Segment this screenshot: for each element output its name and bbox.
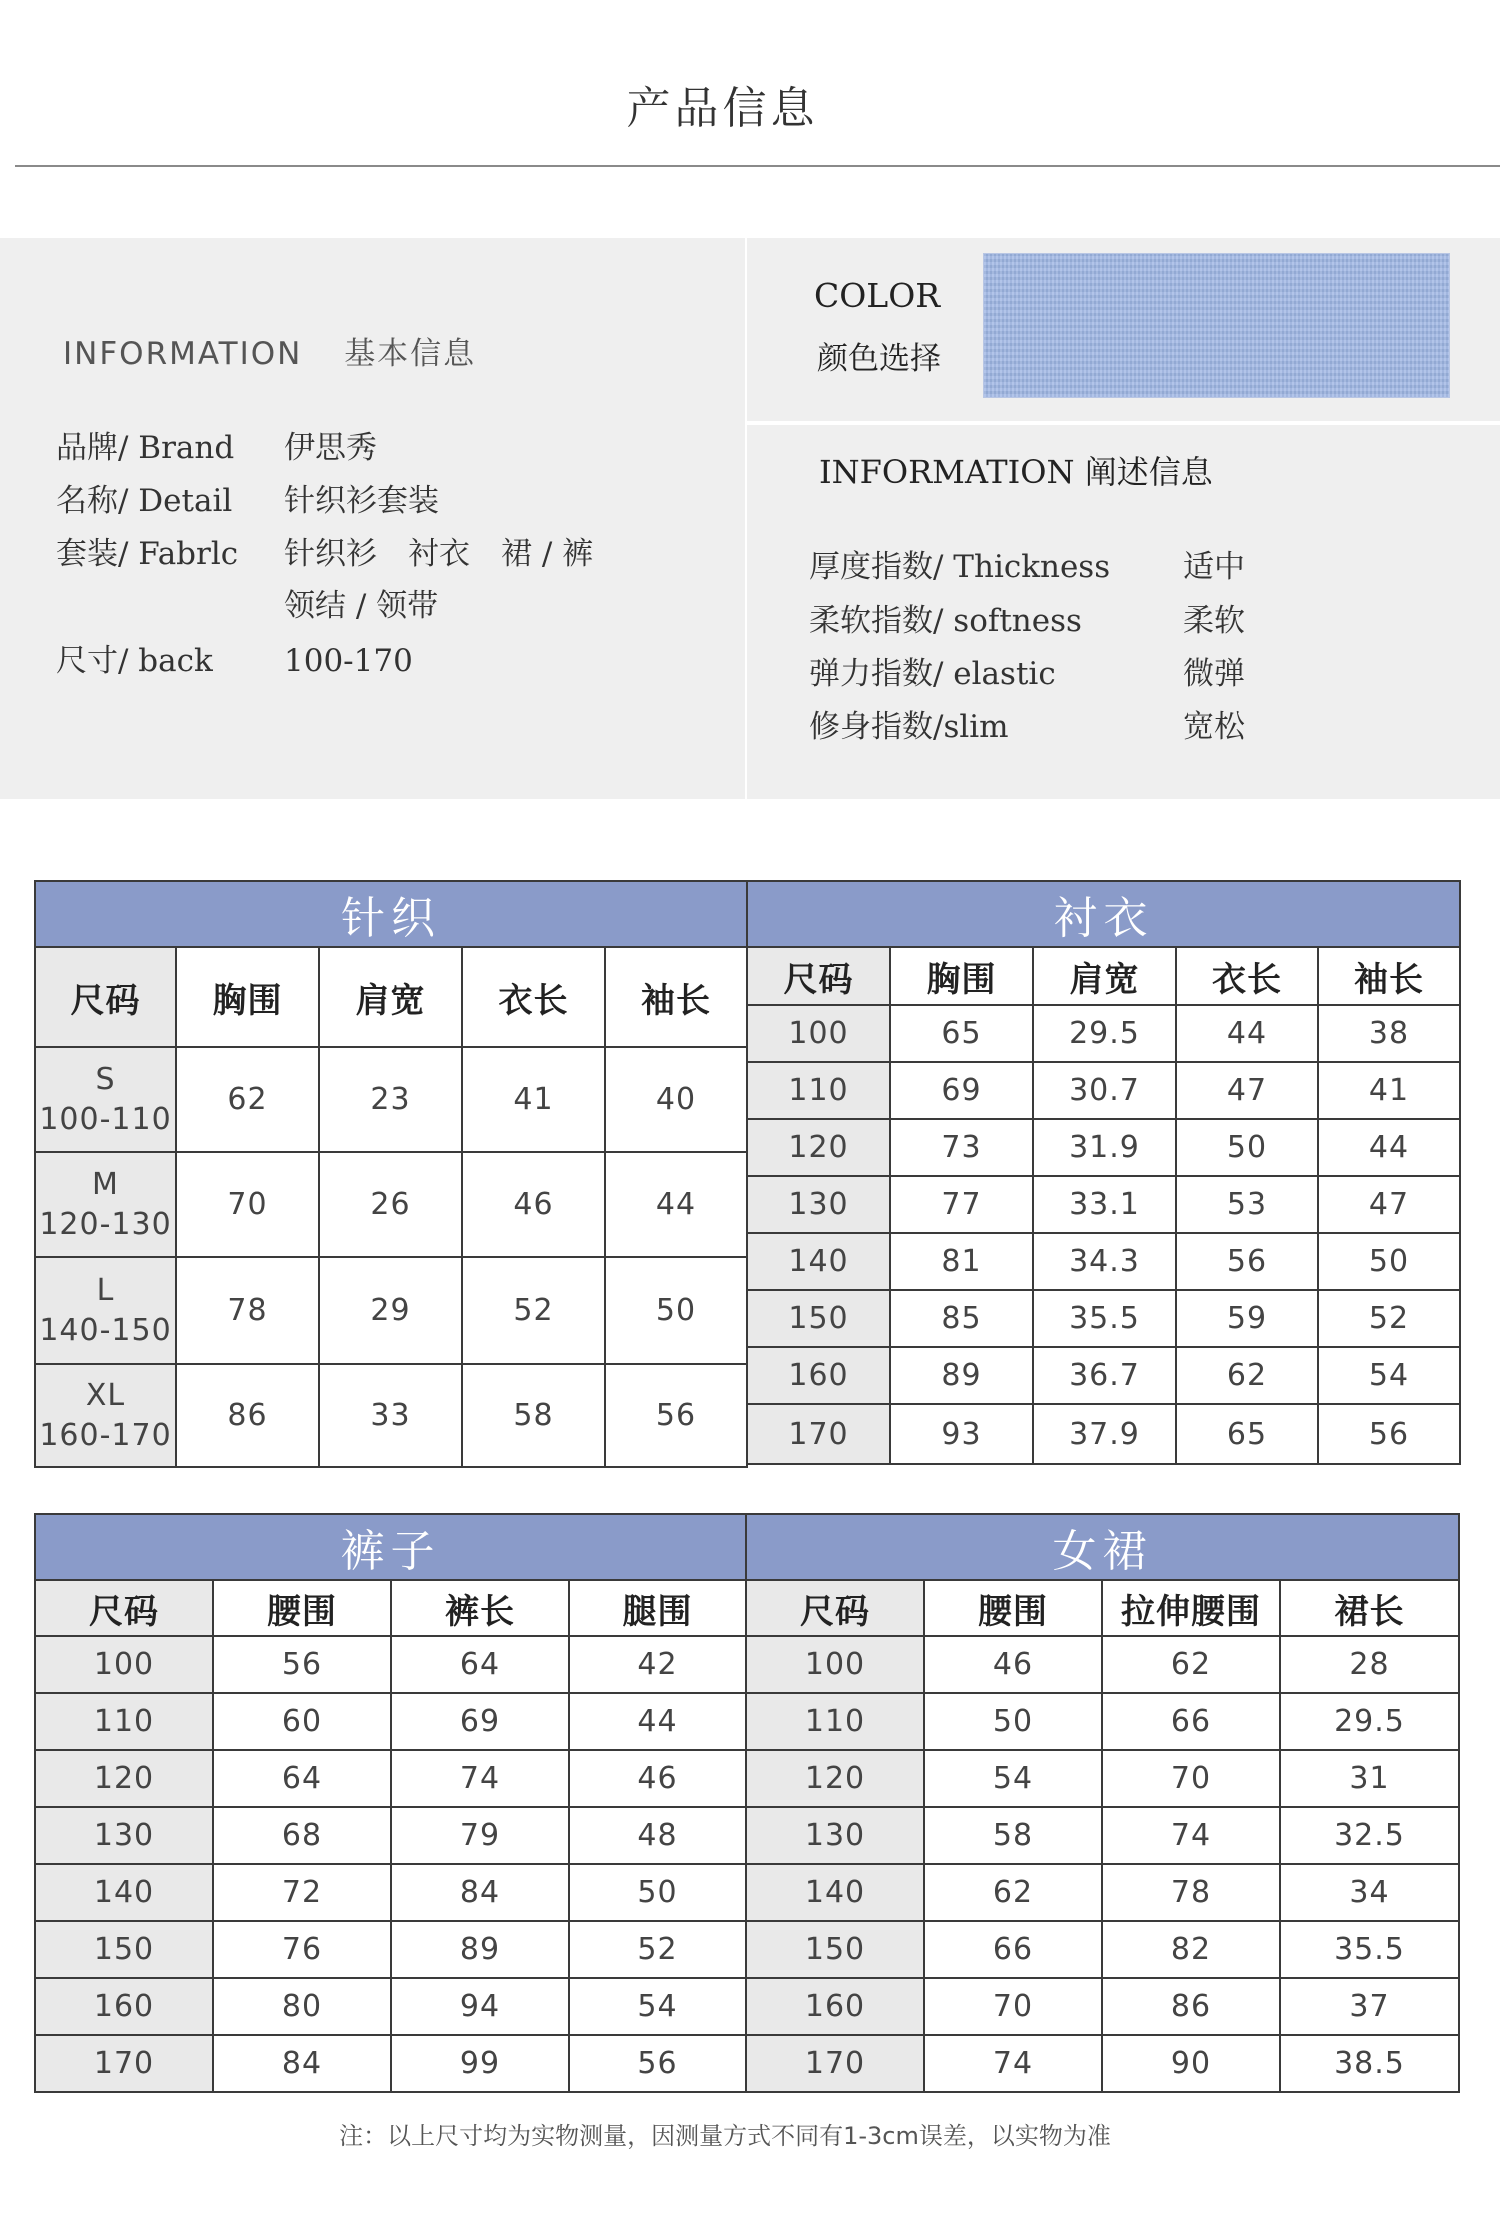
table-cell: 26 [319, 1152, 462, 1257]
table-cell: 35.5 [1033, 1290, 1176, 1347]
color-swatch-blue[interactable] [983, 253, 1450, 398]
table-cell: 77 [890, 1176, 1033, 1233]
table-cell: 56 [1318, 1404, 1460, 1464]
desc-label: 厚度指数/ Thickness [809, 549, 1111, 585]
table-cell: 54 [1318, 1347, 1460, 1404]
table-cell: 46 [569, 1750, 746, 1807]
size-cell: 100 [746, 1636, 924, 1693]
size-letter: XL [85, 1377, 126, 1413]
info-label: 名称/ Detail [56, 483, 233, 519]
table-cell: 82 [1102, 1921, 1280, 1978]
table-cell: 28 [1280, 1636, 1459, 1693]
color-label-en: COLOR [814, 276, 941, 315]
desc-info-heading: INFORMATION 阐述信息 [819, 453, 1213, 491]
table-cell: 46 [924, 1636, 1102, 1693]
table-cell: 58 [462, 1364, 605, 1467]
table-cell: 31 [1280, 1750, 1459, 1807]
table-cell: 74 [1102, 1807, 1280, 1864]
shirt-table-title: 衬衣 [747, 881, 1460, 947]
size-letter: M [92, 1166, 119, 1202]
table-cell: 35.5 [1280, 1921, 1459, 1978]
table-cell: 62 [176, 1047, 319, 1152]
info-label: 品牌/ Brand [56, 430, 235, 466]
table-cell: 74 [391, 1750, 569, 1807]
desc-label: 弹力指数/ elastic [809, 656, 1056, 692]
skirt-size-table [745, 1513, 1460, 2093]
table-cell: 78 [1102, 1864, 1280, 1921]
table-cell: 37 [1280, 1978, 1459, 2035]
table-cell: 50 [1176, 1119, 1318, 1176]
table-cell: 66 [1102, 1693, 1280, 1750]
table-cell: 52 [462, 1257, 605, 1364]
info-value: 伊思秀 [284, 430, 377, 466]
table-cell: 99 [391, 2035, 569, 2092]
info-row-fabric-cont [56, 580, 438, 625]
table-cell: 38 [1318, 1005, 1460, 1062]
table-row [35, 1047, 747, 1152]
pants-table-title: 裤子 [35, 1514, 746, 1580]
desc-value: 微弹 [1183, 656, 1245, 692]
table-cell: 89 [890, 1347, 1033, 1404]
table-cell: 31.9 [1033, 1119, 1176, 1176]
table-cell: 56 [213, 1636, 391, 1693]
table-cell: 79 [391, 1807, 569, 1864]
table-cell: 44 [1318, 1119, 1460, 1176]
desc-label: 修身指数/slim [809, 709, 1009, 745]
desc-value: 适中 [1183, 549, 1245, 585]
size-range: 120-130 [39, 1206, 172, 1242]
table-cell: 76 [213, 1921, 391, 1978]
table-cell: 38.5 [1280, 2035, 1459, 2092]
skirt-table-title: 女裙 [746, 1514, 1459, 1580]
table-row [746, 1807, 1459, 1864]
pants-size-table [34, 1513, 747, 2093]
table-cell: 41 [462, 1047, 605, 1152]
table-cell: 29.5 [1280, 1693, 1459, 1750]
desc-label: 柔软指数/ softness [809, 603, 1082, 639]
size-cell: 160 [35, 1978, 213, 2035]
size-range: 160-170 [39, 1417, 172, 1453]
table-cell: 46 [462, 1152, 605, 1257]
desc-row-thickness [809, 541, 1245, 586]
skirt-header-cell: 腰围 [924, 1580, 1102, 1636]
size-cell: 120 [35, 1750, 213, 1807]
table-cell: 44 [605, 1152, 747, 1257]
table-row [35, 1978, 746, 2035]
table-cell: 54 [924, 1750, 1102, 1807]
table-cell: 41 [1318, 1062, 1460, 1119]
table-row [35, 1807, 746, 1864]
info-value: 针织衫 衬衣 裙 / 裤 [284, 536, 594, 572]
table-cell: 70 [176, 1152, 319, 1257]
table-row [35, 2035, 746, 2092]
table-cell: 62 [1176, 1347, 1318, 1404]
desc-row-elastic [809, 648, 1245, 693]
pants-header-cell: 腰围 [213, 1580, 391, 1636]
size-cell: 170 [747, 1404, 890, 1464]
desc-info-panel [747, 425, 1500, 799]
size-cell: 150 [35, 1921, 213, 1978]
table-cell: 70 [1102, 1750, 1280, 1807]
table-row [746, 1978, 1459, 2035]
table-cell: 32.5 [1280, 1807, 1459, 1864]
size-range: 140-150 [39, 1312, 172, 1348]
info-row-fabric [56, 528, 593, 573]
table-row [35, 1693, 746, 1750]
table-cell: 66 [924, 1921, 1102, 1978]
size-cell [35, 1364, 176, 1467]
table-cell: 44 [1176, 1005, 1318, 1062]
table-cell: 29 [319, 1257, 462, 1364]
size-cell: 140 [746, 1864, 924, 1921]
info-label: 套装/ Fabrlc [56, 536, 239, 572]
table-cell: 37.9 [1033, 1404, 1176, 1464]
table-row [35, 1152, 747, 1257]
table-cell: 33.1 [1033, 1176, 1176, 1233]
pants-header-cell: 尺码 [35, 1580, 213, 1636]
table-cell: 56 [1176, 1233, 1318, 1290]
basic-info-panel [0, 238, 745, 799]
table-cell: 58 [924, 1807, 1102, 1864]
color-label-cn: 颜色选择 [817, 341, 941, 377]
size-cell: 140 [747, 1233, 890, 1290]
shirt-header-cell: 肩宽 [1033, 947, 1176, 1005]
table-cell: 29.5 [1033, 1005, 1176, 1062]
table-row [747, 1233, 1460, 1290]
size-cell: 130 [746, 1807, 924, 1864]
size-cell: 100 [747, 1005, 890, 1062]
table-cell: 53 [1176, 1176, 1318, 1233]
table-cell: 34.3 [1033, 1233, 1176, 1290]
page-title: 产品信息 [626, 83, 819, 134]
basic-info-heading-en: INFORMATION [63, 336, 303, 372]
size-cell: 110 [747, 1062, 890, 1119]
table-cell: 23 [319, 1047, 462, 1152]
size-cell: 100 [35, 1636, 213, 1693]
table-row [747, 1062, 1460, 1119]
table-cell: 70 [924, 1978, 1102, 2035]
size-cell: 130 [747, 1176, 890, 1233]
knit-header-cell: 肩宽 [319, 947, 462, 1047]
table-row [747, 1176, 1460, 1233]
table-row [35, 1364, 747, 1467]
table-cell: 47 [1176, 1062, 1318, 1119]
shirt-header-cell: 衣长 [1176, 947, 1318, 1005]
desc-value: 宽松 [1183, 709, 1245, 745]
table-cell: 86 [176, 1364, 319, 1467]
table-cell: 60 [213, 1693, 391, 1750]
size-cell: 160 [747, 1347, 890, 1404]
info-row-size [56, 635, 413, 680]
measurement-footnote: 注：以上尺寸均为实物测量，因测量方式不同有1-3cm误差，以实物为准 [339, 2122, 1111, 2150]
table-row [746, 1693, 1459, 1750]
table-cell: 48 [569, 1807, 746, 1864]
table-cell: 73 [890, 1119, 1033, 1176]
size-cell: 140 [35, 1864, 213, 1921]
table-cell: 59 [1176, 1290, 1318, 1347]
pants-header-cell: 裤长 [391, 1580, 569, 1636]
table-cell: 81 [890, 1233, 1033, 1290]
size-letter: L [96, 1272, 115, 1308]
table-row [746, 1864, 1459, 1921]
table-cell: 69 [890, 1062, 1033, 1119]
size-cell: 150 [747, 1290, 890, 1347]
table-cell: 69 [391, 1693, 569, 1750]
table-cell: 72 [213, 1864, 391, 1921]
table-cell: 64 [391, 1636, 569, 1693]
size-cell: 110 [746, 1693, 924, 1750]
table-cell: 80 [213, 1978, 391, 2035]
table-row [746, 1636, 1459, 1693]
size-cell: 170 [35, 2035, 213, 2092]
size-cell: 150 [746, 1921, 924, 1978]
size-letter: S [95, 1061, 116, 1097]
table-cell: 40 [605, 1047, 747, 1152]
table-cell: 50 [569, 1864, 746, 1921]
table-cell: 54 [569, 1978, 746, 2035]
size-cell: 110 [35, 1693, 213, 1750]
size-cell: 120 [747, 1119, 890, 1176]
info-value: 100-170 [284, 643, 413, 679]
table-cell: 56 [569, 2035, 746, 2092]
table-row [746, 2035, 1459, 2092]
table-cell: 84 [391, 1864, 569, 1921]
table-cell: 84 [213, 2035, 391, 2092]
table-cell: 86 [1102, 1978, 1280, 2035]
table-cell: 64 [213, 1750, 391, 1807]
desc-row-softness [809, 595, 1245, 640]
table-cell: 90 [1102, 2035, 1280, 2092]
table-cell: 85 [890, 1290, 1033, 1347]
info-row-brand [56, 422, 377, 467]
desc-value: 柔软 [1183, 603, 1245, 639]
info-value: 领结 / 领带 [284, 588, 439, 624]
table-row [35, 1921, 746, 1978]
table-cell: 68 [213, 1807, 391, 1864]
desc-row-slim [809, 701, 1245, 746]
table-cell: 65 [1176, 1404, 1318, 1464]
knit-table-title: 针织 [35, 881, 747, 947]
table-row [35, 1257, 747, 1364]
title-divider [15, 165, 1500, 167]
table-row [747, 1290, 1460, 1347]
size-cell: 160 [746, 1978, 924, 2035]
knit-header-cell: 袖长 [605, 947, 747, 1047]
table-cell: 74 [924, 2035, 1102, 2092]
size-cell: 120 [746, 1750, 924, 1807]
knit-size-table [34, 880, 748, 1468]
shirt-header-cell: 尺码 [747, 947, 890, 1005]
size-cell [35, 1257, 176, 1364]
shirt-header-cell: 袖长 [1318, 947, 1460, 1005]
table-row [35, 1750, 746, 1807]
table-cell: 94 [391, 1978, 569, 2035]
size-cell: 170 [746, 2035, 924, 2092]
size-cell [35, 1047, 176, 1152]
table-cell: 65 [890, 1005, 1033, 1062]
size-cell [35, 1152, 176, 1257]
knit-header-cell: 尺码 [35, 947, 176, 1047]
table-cell: 50 [924, 1693, 1102, 1750]
info-row-detail [56, 475, 439, 520]
table-cell: 44 [569, 1693, 746, 1750]
table-cell: 62 [1102, 1636, 1280, 1693]
table-row [746, 1921, 1459, 1978]
table-cell: 52 [569, 1921, 746, 1978]
table-row [746, 1750, 1459, 1807]
table-cell: 30.7 [1033, 1062, 1176, 1119]
table-cell: 50 [1318, 1233, 1460, 1290]
table-cell: 50 [605, 1257, 747, 1364]
knit-header-cell: 衣长 [462, 947, 605, 1047]
basic-info-heading-cn: 基本信息 [344, 336, 477, 372]
size-cell: 130 [35, 1807, 213, 1864]
table-row [747, 1404, 1460, 1464]
table-cell: 93 [890, 1404, 1033, 1464]
shirt-header-cell: 胸围 [890, 947, 1033, 1005]
table-cell: 36.7 [1033, 1347, 1176, 1404]
size-range: 100-110 [39, 1101, 172, 1137]
table-cell: 47 [1318, 1176, 1460, 1233]
table-cell: 42 [569, 1636, 746, 1693]
skirt-header-cell: 尺码 [746, 1580, 924, 1636]
table-row [747, 1347, 1460, 1404]
shirt-size-table [746, 880, 1461, 1465]
info-value: 针织衫套装 [284, 483, 439, 519]
table-cell: 52 [1318, 1290, 1460, 1347]
table-row [747, 1005, 1460, 1062]
table-cell: 56 [605, 1364, 747, 1467]
knit-header-cell: 胸围 [176, 947, 319, 1047]
pants-header-cell: 腿围 [569, 1580, 746, 1636]
table-row [35, 1636, 746, 1693]
table-cell: 78 [176, 1257, 319, 1364]
table-row [747, 1119, 1460, 1176]
table-cell: 34 [1280, 1864, 1459, 1921]
basic-info-heading [63, 328, 476, 373]
info-label: 尺寸/ back [56, 643, 213, 679]
table-cell: 33 [319, 1364, 462, 1467]
skirt-header-cell: 裙长 [1280, 1580, 1459, 1636]
table-cell: 62 [924, 1864, 1102, 1921]
table-row [35, 1864, 746, 1921]
table-cell: 89 [391, 1921, 569, 1978]
skirt-header-cell: 拉伸腰围 [1102, 1580, 1280, 1636]
